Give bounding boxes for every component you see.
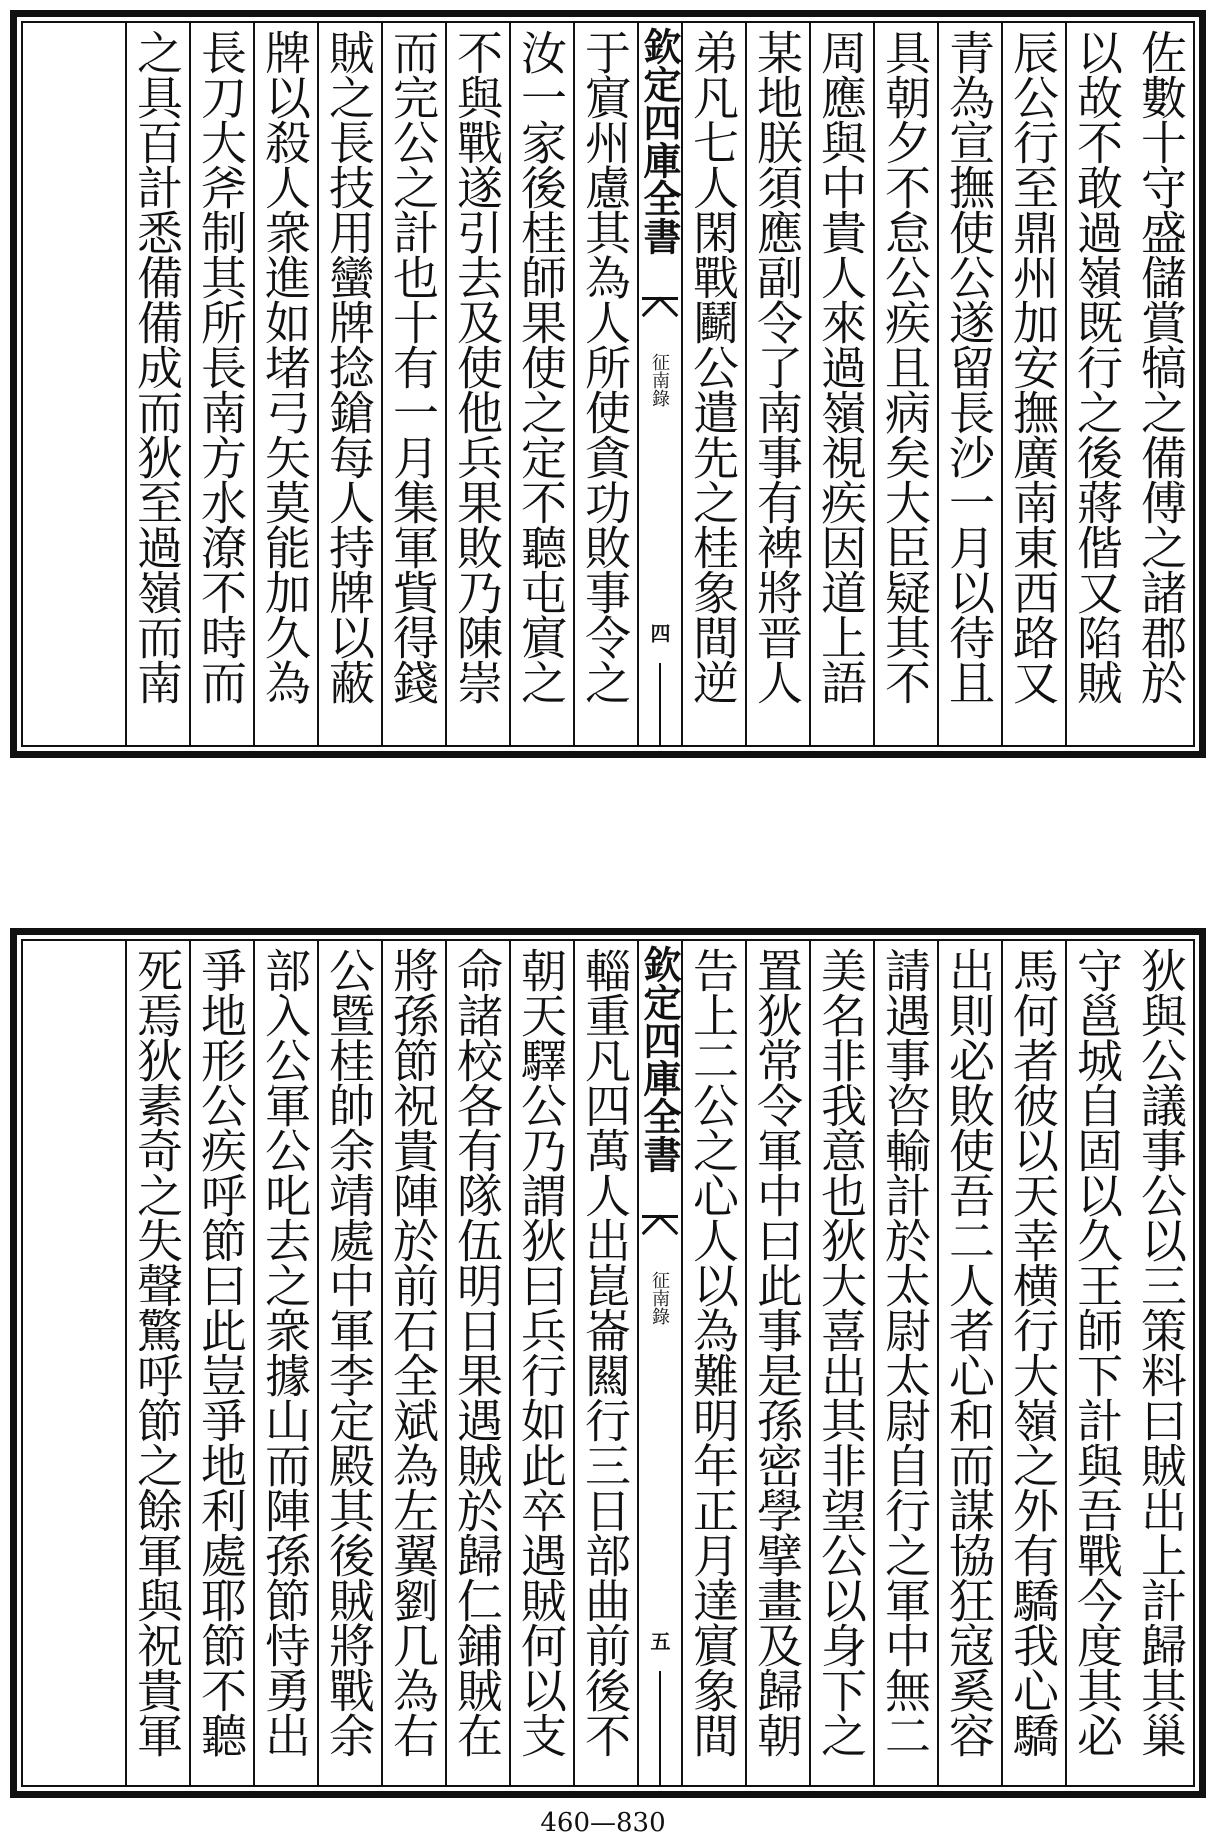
bottom-page-frame	[21, 939, 1195, 1787]
text-column: 而完公之計也十有一月集軍貲得錢	[381, 23, 445, 745]
text-column: 之具百計悉備備成而狄至過嶺而南	[125, 23, 189, 745]
page-code: 460—830	[540, 1808, 666, 1838]
text-column: 弟凡七人閑戰鬬公遣先之桂象間逆	[681, 23, 745, 745]
fishtail-mark-icon	[642, 297, 678, 326]
bottom-page	[10, 928, 1206, 1798]
text-column: 周應與中貴人來過嶺視疾因道上語	[809, 23, 873, 745]
text-column: 美名非我意也狄大喜出其非望公以身下之	[809, 941, 873, 1785]
text-column: 具朝夕不怠公疾且病矣大臣疑其不	[873, 23, 937, 745]
center-spine	[637, 941, 681, 1785]
top-page-frame	[21, 21, 1195, 747]
text-column: 青為宣撫使公遂留長沙一月以待且	[937, 23, 1001, 745]
text-column: 于賔州慮其為人所使貪功敗事令之	[573, 23, 637, 745]
spine-page-number: 五	[647, 1631, 671, 1651]
text-column: 辰公行至鼎州加安撫廣南東西路又	[1001, 23, 1065, 745]
text-column: 出則必敗使吾二人者心和而謀協狂寇奚容	[937, 941, 1001, 1785]
text-column: 馬何者彼以天幸横行大嶺之外有驕我心驕	[1001, 941, 1065, 1785]
text-column: 佐數十守盛儲賞犒之備傅之諸郡於	[1134, 29, 1188, 704]
text-column: 汝一家後桂師果使之定不聽屯賔之	[509, 23, 573, 745]
text-column: 以故不敢過嶺既行之後蔣偕又陷賊	[1065, 23, 1129, 745]
text-column: 命諸校各有隊伍明日果遇賊於歸仁鋪賊在	[445, 941, 509, 1785]
text-column: 守邕城自固以久王師下計與吾戰今度其必	[1065, 941, 1129, 1785]
spine-title: 欽定四庫全書	[637, 27, 682, 255]
text-column: 賊之長技用蠻牌捻鎗每人持牌以蔽	[317, 23, 381, 745]
text-column: 將孫節祝貴陣於前石全斌為左翼劉几為右	[381, 941, 445, 1785]
text-column: 長刀大斧制其所長南方水潦不時而	[189, 23, 253, 745]
text-column: 輜重凡四萬人出崑崙闗行三日部曲前後不	[573, 941, 637, 1785]
text-column: 狄與公議事公以三策料曰賊出上計歸其巢	[1134, 947, 1188, 1757]
fishtail-mark-icon	[642, 1215, 678, 1244]
text-column: 朝天驛公乃謂狄曰兵行如此卒遇賊何以支	[509, 941, 573, 1785]
spine-rule	[659, 663, 661, 745]
spine-subtitle: 征南錄	[649, 353, 670, 407]
text-column: 請遇事咨輸計於太尉太尉自行之軍中無二	[873, 941, 937, 1785]
text-column: 置狄常令軍中曰此事是孫密學擘畫及歸朝	[745, 941, 809, 1785]
text-column: 告上二公之心人以為難明年正月達賔象間	[681, 941, 745, 1785]
spine-title: 欽定四庫全書	[637, 945, 682, 1173]
top-page	[10, 10, 1206, 758]
center-spine	[637, 23, 681, 745]
text-column: 公暨桂帥余靖處中軍李定殿其後賊將戰余	[317, 941, 381, 1785]
spine-page-number: 四	[647, 623, 671, 643]
text-column: 爭地形公疾呼節曰此豈爭地利處耶節不聽	[189, 941, 253, 1785]
text-column: 某地朕須應副令了南事有裨將晋人	[745, 23, 809, 745]
text-column: 不與戰遂引去及使他兵果敗乃陳崇	[445, 23, 509, 745]
text-column: 牌以殺人衆進如堵弓矢莫能加久為	[253, 23, 317, 745]
spine-rule	[659, 1671, 661, 1785]
spine-subtitle: 征南錄	[649, 1271, 670, 1325]
text-column: 死焉狄素奇之失聲驚呼節之餘軍與祝貴軍	[125, 941, 189, 1785]
text-column: 部入公軍公叱去之衆據山而陣孫節恃勇出	[253, 941, 317, 1785]
